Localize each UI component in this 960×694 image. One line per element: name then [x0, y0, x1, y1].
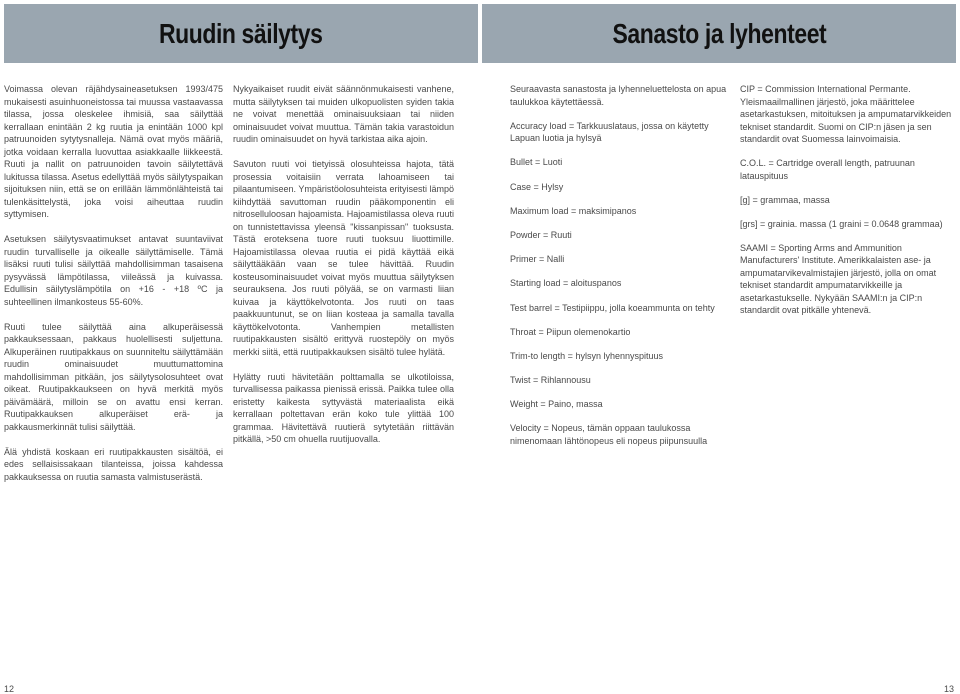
glossary-entry: [grs] = grainia. massa (1 graini = 0.0648 grammaa)	[740, 218, 943, 229]
paragraph: Savuton ruuti voi tietyissä olosuhteissa hajota, tätä prosessia voitaisiin verrata lahoamiseen tai pilaantumiseen. Ympäristöolosuhteista erityisesti lämpö kiihdyttää savuttoman ruudin pääkomponentin eli nitroselluloosan hajoamista. Hajoamistilassa oleva ruuti on tunnistettavissa yleensä "kissanpissan" tuoksusta. Tästä eroteksena tuore ruuti tuoksuu liuottimille. Hajoamistilassa olevaa ruutia ei pidä käyttää eikä säilyttääkään vaan se tulee hävittää. Ruudin kosteusominaisuudet voivat myös muuttua säilytyksen seurauksena. Jos ruuti pölyää, se on varmasti liian kuivaa ja käyttökelvotonta. Jos ruuti on taas paakkuuntunut, se on liian kosteaa ja samalla tavalla käyttökelvotonta. Vanhempien metallisten ruutipakkausten sisältö erittyvä ruostepöly on myös merkki siitä, että ruutipakkauksen sisältö tulee hylätä.	[233, 159, 454, 357]
paragraph: Nykyaikaiset ruudit eivät säännönmukaisesti vanhene, mutta säilytyksen tai muiden ulkopuolisten syiden takia ne voivat menettää ominaisuuksiaan tai niiden ominaisuudet voivat muuttua. Tämän takia varastoidun ruudin ominaisuudet on hyvä tarkistaa aika ajoin.	[233, 84, 454, 144]
paragraph: Ruuti tulee säilyttää aina alkuperäisessä pakkauksessaan, pakkaus huolellisesti suljettuna. Alkuperäinen ruutipakkaus on suunniteltu säilyttämään ruudin ominaisuudet muuttumattomina mahdollisimman pitkään, jos säilytysolosuhteet ovat oikeat. Ruutipakkaukseen on hyvä merkitä myös päivämäärä, milloin se on avattu ensi kerran. Ruutipakkauksen alkuperäiset erä- ja pakkausmerkinnät tulisi säilyttää.	[4, 321, 223, 432]
glossary-entry: Powder = Ruuti	[510, 229, 572, 240]
glossary-entry: [g] = grammaa, massa	[740, 194, 830, 205]
page-number-right: 13	[943, 684, 954, 694]
paragraph: Älä yhdistä koskaan eri ruutipakkausten sisältöä, ei edes sellaisissakaan tilanteissa, joissa kahdessa pakkauksessa on ruutia samasta valmistuserästä.	[4, 446, 223, 482]
page-number-left: 12	[4, 684, 15, 694]
glossary-intro: Seuraavasta sanastosta ja lyhenneluettelosta on apua taulukkoa käytettäessä.	[510, 84, 727, 107]
title-bar-left	[4, 4, 478, 63]
text-column-1	[4, 83, 223, 496]
glossary-entry: Case = Hylsy	[510, 181, 564, 192]
page-title-right: Sanasto ja lyhenteet	[612, 17, 826, 49]
glossary-entry: C.O.L. = Cartridge overall length, patruunan latauspituus	[740, 158, 915, 181]
glossary-entry: Throat = Piipun olemenokartio	[510, 326, 631, 337]
glossary-entry: Weight = Paino, massa	[510, 399, 603, 410]
glossary-entry: CIP = Commission International Permante. Yleismaailmallinen järjestö, joka määrittelee asetarkastuksen, mitoituksen ja ampumatarvikkeiden tekniset standardit. Suomi on CIP:n jäsen ja sen standardit ovat Suomessa lainvoimaisia.	[740, 84, 952, 144]
glossary-entry: Maximum load = maksimipanos	[510, 205, 637, 216]
paragraph: Voimassa olevan räjähdysaineasetuksen 1993/475 mukaisesti asuinhuoneistossa tai muussa vastaavassa tilassa, jossa oleskelee ihmisiä, saa säilyttää kerrallaan enintään 2 kg ruutia ja enintään 1000 kpl patruunoiden sytytysnalleja. Nämä ovat myös määriä, jotka voidaan kerralla luovuttaa asiakkaalle liikkeestä. Ruuti ja nallit on patruunoiden tavoin säilytettävä lukitussa tilassa. Asetus edellyttää myös säilytyspaikan sijoituksen niin, että se on erillään lämmönlähteistä tai tulenkäsittelystä, joka voisi aiheuttaa ruudin syttymisen.	[4, 84, 223, 219]
glossary-entry: Velocity = Nopeus, tämän oppaan taulukossa nimenomaan lähtönopeus eli nopeus piipunsuulla	[510, 423, 708, 446]
glossary-column-1	[510, 83, 732, 459]
left-page	[0, 0, 480, 692]
paragraph: Hylätty ruuti hävitetään polttamalla se ulkotiloissa, turvallisessa paikassa pienissä erissä. Paikka tulee olla eristetty kaikesta syttyvästä materiaalista eikä kerrallaan poltettavan erän koko tule ylittää 100 grammaa. Hävitettävä ruutierä sytytetään riittävän pitkällä, >50 cm ohuella ruutijuovalla.	[233, 371, 454, 444]
page-title-left: Ruudin säilytys	[159, 17, 323, 49]
title-bar-right	[482, 4, 956, 63]
paragraph: Asetuksen säilytysvaatimukset antavat suuntaviivat ruudin turvalliselle ja oikealle säilyttämiselle. Tämä lisäksi ruuti tulisi säilyttää mahdollisimman tasaisena pysyvässä lämpötilassa, viileässä ja kuivassa. Edullisin säilytyslämpötila on +16 - +18 ºC ja suhteellinen ilmankosteus 55-60%.	[4, 234, 223, 307]
glossary-entry: Bullet = Luoti	[510, 157, 563, 168]
glossary-entry: SAAMI = Sporting Arms and Ammunition Manufacturers' Institute. Amerikkalaisten ase- ja ampumatarvikevalmistajien järjestö, jolla on omat tekniset standardit ampumatarvikkeille ja asetarkastukselle. Nykyään SAAMI:n ja CIP:n standardit ovat pitkälle yhtenevä.	[740, 242, 937, 316]
glossary-entry: Test barrel = Testipiippu, jolla koeammunta on tehty	[510, 302, 715, 313]
glossary-entry: Primer = Nalli	[510, 254, 565, 265]
glossary-column-2	[740, 83, 958, 328]
glossary-entry: Starting load = aloituspanos	[510, 278, 622, 289]
glossary-entry: Trim-to length = hylsyn lyhennyspituus	[510, 350, 663, 361]
glossary-entry: Accuracy load = Tarkkuuslataus, jossa on käytetty Lapuan luotia ja hylsyä	[510, 120, 709, 144]
glossary-entry: Twist = Rihlannousu	[510, 375, 591, 386]
text-column-2	[233, 83, 454, 458]
right-page	[480, 0, 960, 692]
